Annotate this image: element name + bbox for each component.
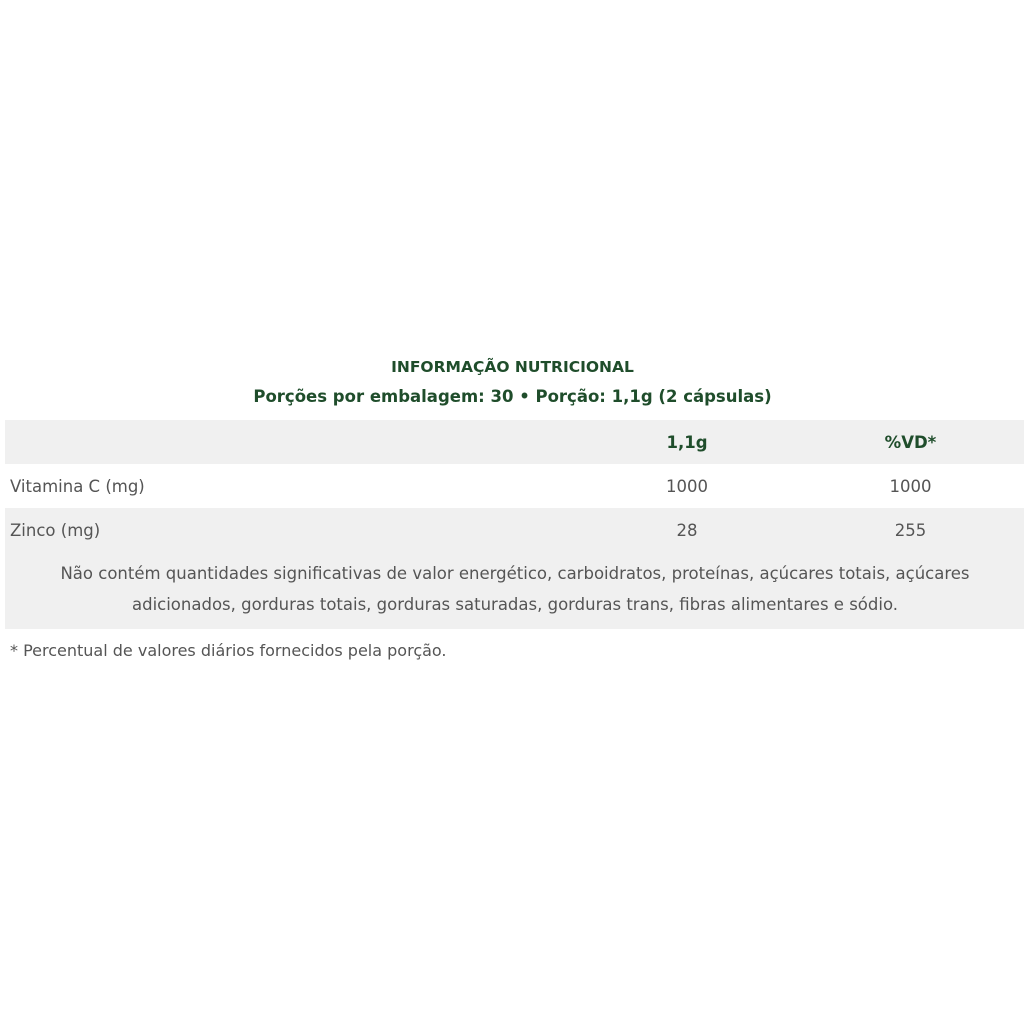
column-header-amount: 1,1g — [666, 432, 708, 452]
nutrient-amount: 28 — [676, 520, 698, 540]
nutrition-table — [5, 420, 1024, 629]
panel-subtitle: Porções por embalagem: 30 • Porção: 1,1g (2 cápsulas) — [253, 387, 772, 406]
table-row — [5, 464, 1024, 508]
nutrient-amount: 1000 — [666, 476, 708, 496]
table-header-row — [5, 420, 1024, 464]
daily-value-footnote: * Percentual de valores diários fornecidos pela porção. — [10, 641, 447, 660]
nutrient-name: Zinco (mg) — [10, 520, 101, 540]
table-note-row — [5, 552, 1024, 629]
nutrient-name: Vitamina C (mg) — [10, 476, 145, 496]
column-header-nutrient — [5, 420, 578, 464]
panel-title: INFORMAÇÃO NUTRICIONAL — [391, 358, 634, 376]
nutrition-facts-panel — [5, 354, 1020, 663]
insignificant-nutrients-note: Não contém quantidades significativas de valor energético, carboidratos, proteínas, açúcares totais, açúcares adicionados, gorduras totais, gorduras saturadas, gorduras trans, fibras alimentares e sódio. — [5, 552, 1024, 629]
table-row — [5, 508, 1024, 552]
nutrient-daily-value: 255 — [894, 520, 927, 540]
nutrient-daily-value: 1000 — [889, 476, 932, 496]
column-header-daily-value: %VD* — [884, 432, 937, 452]
